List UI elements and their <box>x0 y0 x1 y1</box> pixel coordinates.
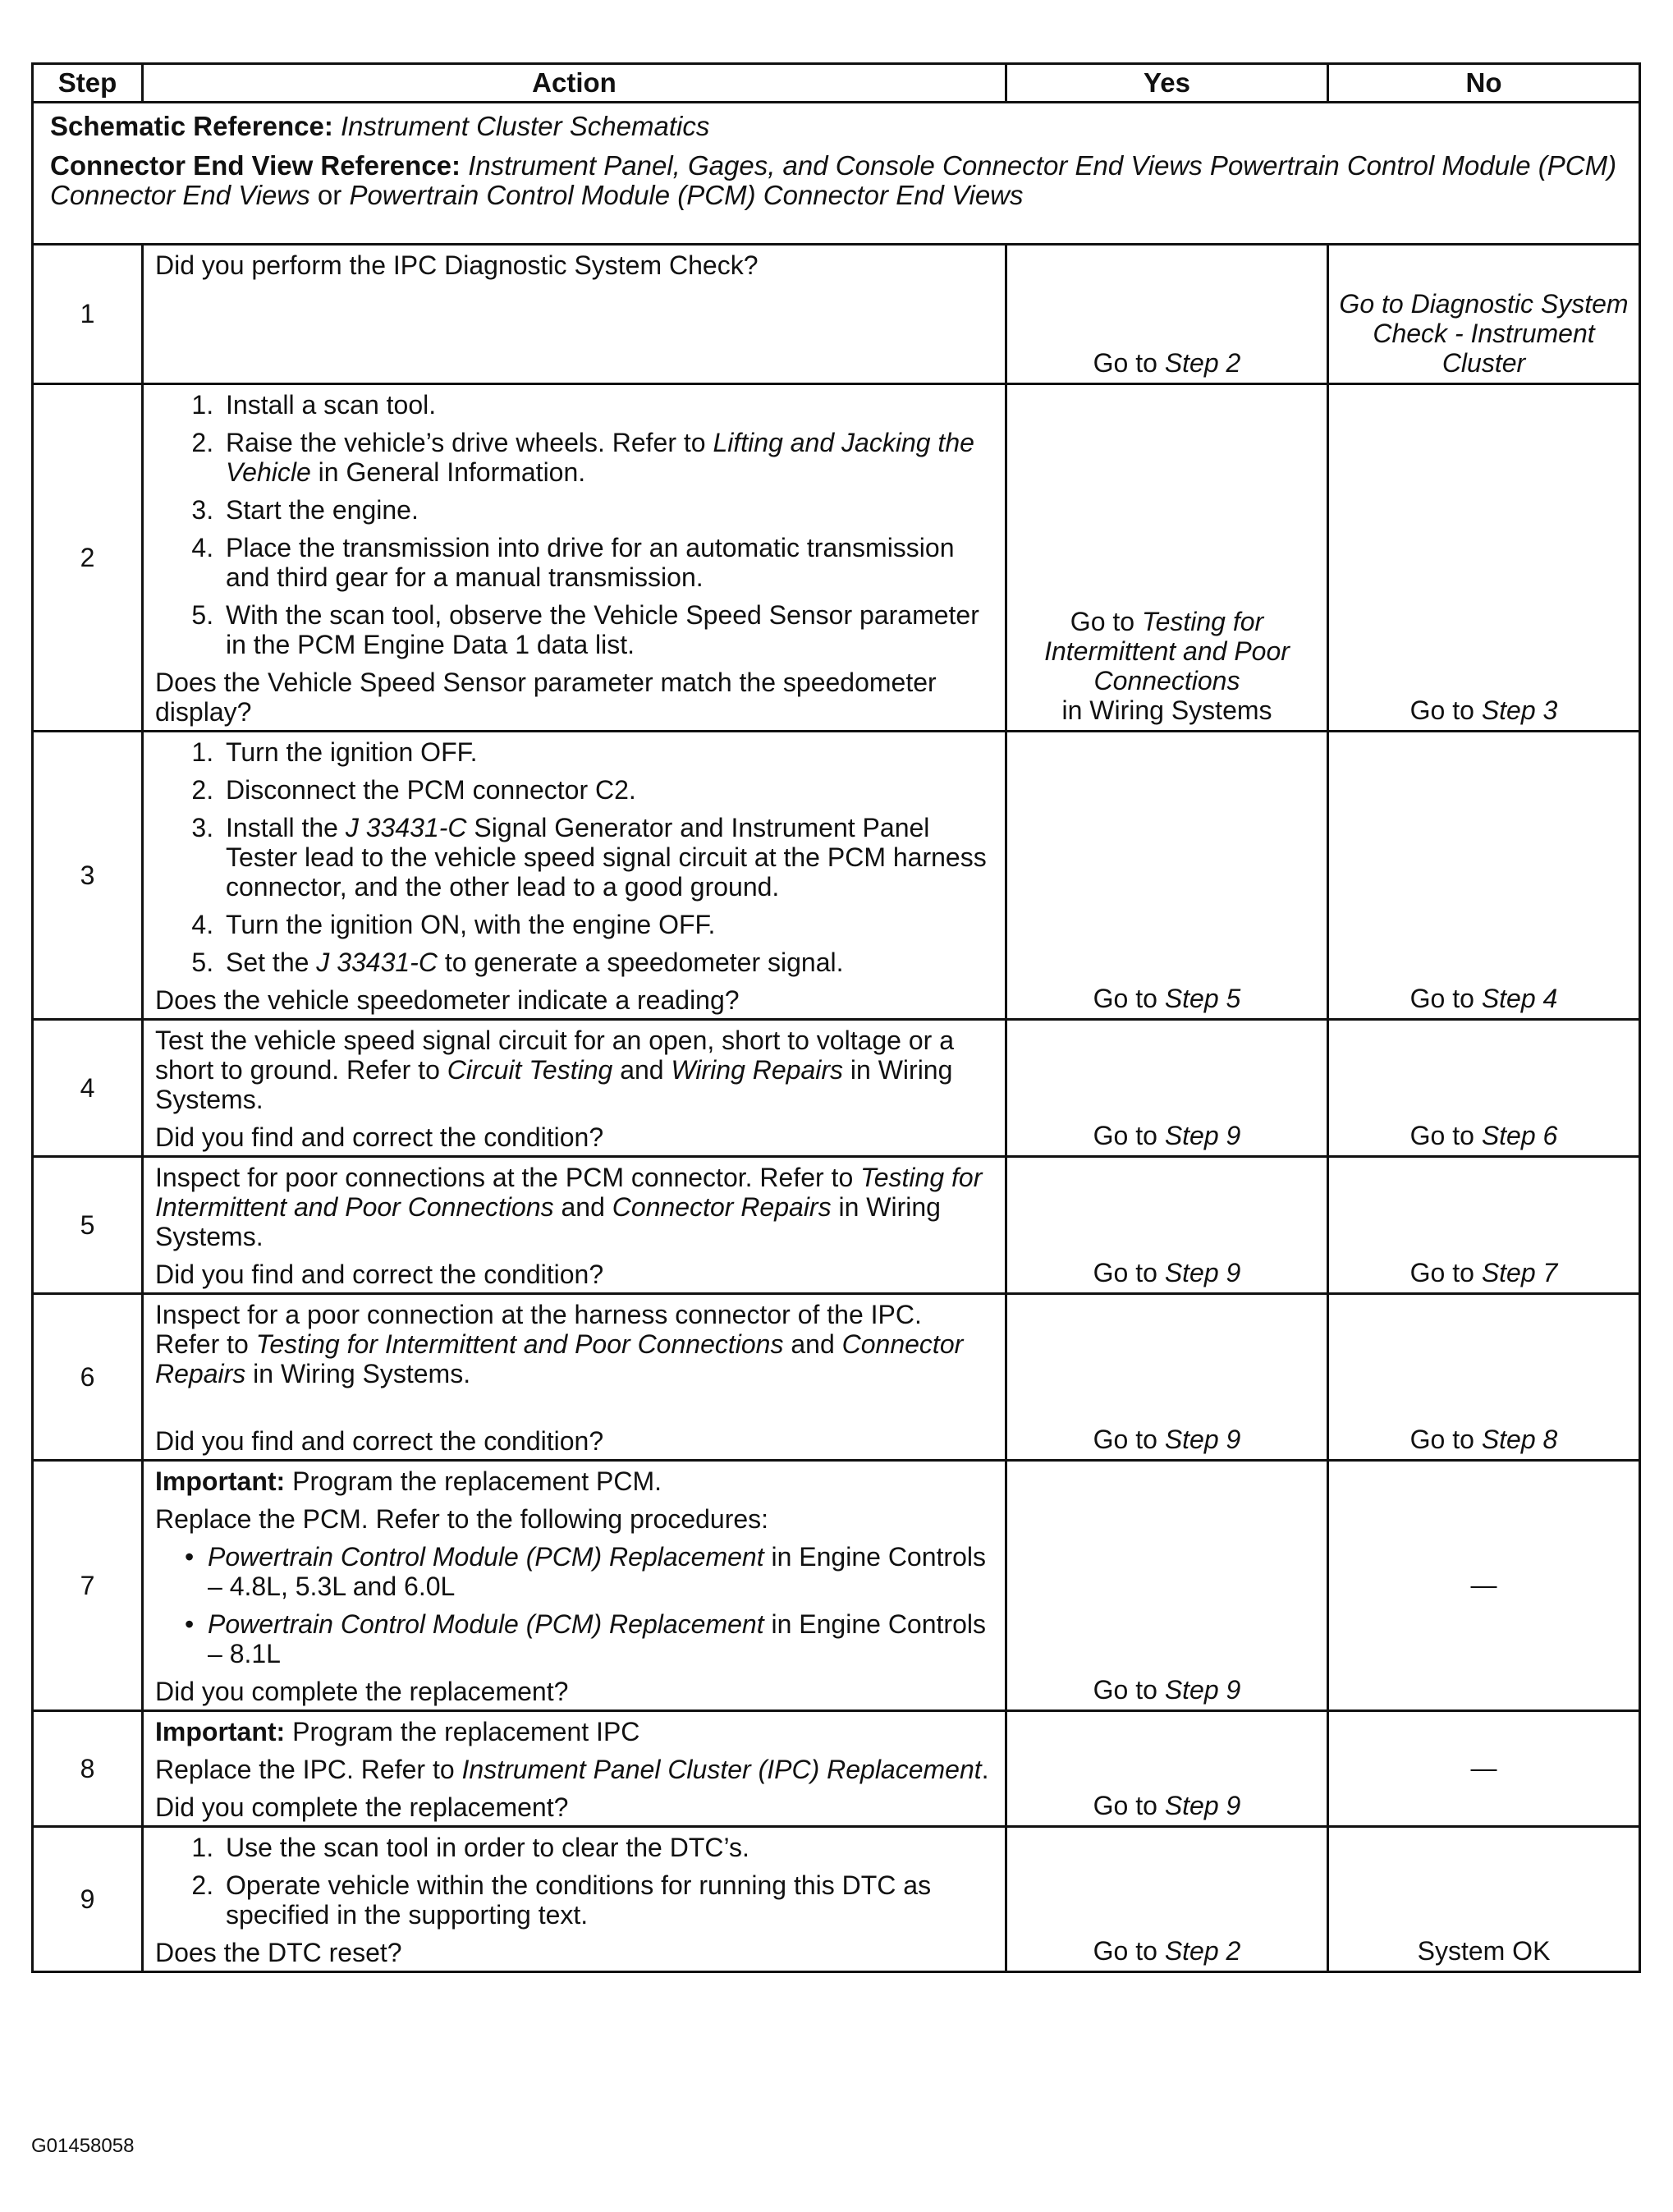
list-item: 1. Use the scan tool in order to clear the DTC’s. <box>221 1833 993 1862</box>
connector-reference-label: Connector End View Reference: <box>50 150 461 181</box>
step-instruction <box>155 1026 993 1114</box>
connector-reference-or: or <box>317 180 342 210</box>
step-number: 9 <box>33 1827 143 1972</box>
yes-link[interactable]: Step 5 <box>1164 984 1241 1013</box>
reference-link[interactable]: Wiring Repairs <box>671 1055 844 1085</box>
list-item <box>221 948 993 977</box>
header-action: Action <box>143 64 1006 103</box>
no-prefix: Go to <box>1409 1258 1482 1287</box>
action-cell <box>143 1711 1006 1827</box>
step-number: 4 <box>33 1020 143 1157</box>
yes-cell <box>1006 1827 1328 1972</box>
list-item: 2. Operate vehicle within the conditions for running this DTC as specified in the supporting text. <box>221 1870 993 1930</box>
no-cell <box>1328 1157 1640 1294</box>
list-item: 1. Turn the ignition OFF. <box>221 737 993 767</box>
yes-link[interactable]: Step 9 <box>1164 1791 1241 1820</box>
yes-prefix: Go to <box>1093 1791 1165 1820</box>
reference-link[interactable]: Instrument Panel Cluster (IPC) Replacement <box>461 1755 982 1784</box>
schematic-reference <box>50 112 1629 141</box>
yes-prefix: Go to <box>1093 1258 1165 1287</box>
yes-cell <box>1006 732 1328 1020</box>
step-question: Did you complete the replacement? <box>155 1677 569 1706</box>
no-link[interactable]: Step 6 <box>1481 1121 1558 1150</box>
list-text: in General Information. <box>318 457 586 487</box>
instruction-text: . <box>981 1755 989 1784</box>
reference-link[interactable]: Testing for Intermittent and Poor Connections <box>155 1163 983 1222</box>
step-question: Does the Vehicle Speed Sensor parameter match the speedometer display? <box>155 668 937 727</box>
step-instruction <box>155 1300 993 1388</box>
instruction-text: Inspect for poor connections at the PCM connector. Refer to <box>155 1163 854 1192</box>
step-list <box>155 737 993 977</box>
yes-link[interactable]: Step 9 <box>1164 1258 1241 1287</box>
step-list <box>155 1833 993 1930</box>
step-instruction <box>155 1755 993 1784</box>
instruction-text: in Wiring Systems. <box>155 1055 953 1114</box>
list-text: Signal Generator and Instrument Panel Tester lead to the vehicle speed signal circuit at the PCM harness connector, and the other lead to a good ground. <box>226 813 987 902</box>
instruction-text: Test the vehicle speed signal circuit for an open, short to voltage or a short to ground. Refer to <box>155 1026 954 1085</box>
header-no: No <box>1328 64 1640 103</box>
important-label: Important: <box>155 1466 286 1496</box>
reference-link[interactable]: Connector Repairs <box>612 1192 832 1222</box>
list-item: 2. Disconnect the PCM connector C2. <box>221 775 993 805</box>
instruction-text: Inspect for a poor connection at the harness connector of the IPC. Refer to <box>155 1300 922 1359</box>
no-prefix: Go to <box>1409 984 1482 1013</box>
step-row-7 <box>33 1461 1640 1711</box>
yes-link[interactable]: Step 9 <box>1164 1425 1241 1454</box>
list-item <box>208 1609 993 1668</box>
instruction-text: Replace the IPC. Refer to <box>155 1755 455 1784</box>
step-row-8 <box>33 1711 1640 1827</box>
step-row-3 <box>33 732 1640 1020</box>
step-number: 7 <box>33 1461 143 1711</box>
step-instruction: Replace the PCM. Refer to the following procedures: <box>155 1504 769 1534</box>
step-instruction <box>155 1163 993 1251</box>
figure-id: G01458058 <box>31 2135 135 2157</box>
reference-link[interactable]: Testing for Intermittent and Poor Connections <box>255 1329 784 1359</box>
yes-cell <box>1006 245 1328 384</box>
list-item <box>221 813 993 902</box>
step-row-1 <box>33 245 1640 384</box>
no-prefix: Go to <box>1409 1121 1482 1150</box>
no-link[interactable]: Step 7 <box>1481 1258 1558 1287</box>
yes-prefix: Go to <box>1093 1675 1165 1705</box>
action-cell <box>143 732 1006 1020</box>
important-note <box>155 1717 993 1746</box>
no-link[interactable]: Go to Diagnostic System Check - Instrument Cluster <box>1339 289 1629 378</box>
step-number: 8 <box>33 1711 143 1827</box>
connector-reference-value-1: Instrument Panel, Gages, and Console Connector End Views Powertrain Control Module (PCM) Connector End Views <box>50 150 1617 210</box>
step-number: 2 <box>33 384 143 732</box>
schematic-reference-value: Instrument Cluster Schematics <box>341 111 710 141</box>
list-item: 1. Install a scan tool. <box>221 390 993 420</box>
reference-link[interactable]: Connector Repairs <box>155 1329 964 1388</box>
no-cell <box>1328 384 1640 732</box>
step-number: 1 <box>33 245 143 384</box>
step-number: 3 <box>33 732 143 1020</box>
important-note <box>155 1466 993 1496</box>
yes-link[interactable]: Step 9 <box>1164 1675 1241 1705</box>
tool-reference[interactable]: J 33431-C <box>316 948 438 977</box>
instruction-text: in Wiring Systems. <box>253 1359 471 1388</box>
list-item <box>221 428 993 487</box>
action-cell <box>143 1827 1006 1972</box>
yes-prefix: Go to <box>1093 1425 1165 1454</box>
yes-cell <box>1006 1157 1328 1294</box>
yes-suffix: in Wiring Systems <box>1061 695 1272 725</box>
list-text: in Engine Controls – 4.8L, 5.3L and 6.0L <box>208 1542 986 1601</box>
step-row-5 <box>33 1157 1640 1294</box>
list-item: 5. With the scan tool, observe the Vehicle Speed Sensor parameter in the PCM Engine Data 1 data list. <box>221 600 993 659</box>
yes-cell <box>1006 1461 1328 1711</box>
no-link[interactable]: Step 3 <box>1481 695 1558 725</box>
important-text: Program the replacement IPC <box>292 1717 640 1746</box>
action-cell <box>143 384 1006 732</box>
no-cell <box>1328 732 1640 1020</box>
list-text: to generate a speedometer signal. <box>444 948 844 977</box>
step-row-6 <box>33 1294 1640 1461</box>
step-question: Did you complete the replacement? <box>155 1792 569 1822</box>
yes-cell <box>1006 1294 1328 1461</box>
instruction-text: in Wiring Systems. <box>155 1192 941 1251</box>
reference-row <box>33 103 1640 245</box>
instruction-text: and <box>561 1192 605 1222</box>
instruction-text: and <box>620 1055 664 1085</box>
yes-link[interactable]: Step 2 <box>1164 348 1241 378</box>
list-text: Set the <box>226 948 309 977</box>
no-cell <box>1328 1294 1640 1461</box>
no-cell: System OK <box>1328 1827 1640 1972</box>
step-question: Did you find and correct the condition? <box>155 1260 604 1289</box>
yes-cell <box>1006 1711 1328 1827</box>
step-list <box>155 390 993 659</box>
list-item: 4. Place the transmission into drive for an automatic transmission and third gear for a manual transmission. <box>221 533 993 592</box>
important-text: Program the replacement PCM. <box>292 1466 662 1496</box>
header-row <box>33 64 1640 103</box>
important-label: Important: <box>155 1717 286 1746</box>
yes-prefix: Go to <box>1093 1936 1165 1966</box>
list-text: in Engine Controls – 8.1L <box>208 1609 986 1668</box>
reference-link[interactable]: Lifting and Jacking the Vehicle <box>226 428 974 487</box>
yes-cell <box>1006 384 1328 732</box>
list-item: 4. Turn the ignition ON, with the engine OFF. <box>221 910 993 939</box>
list-text: Raise the vehicle’s drive wheels. Refer to <box>226 428 706 457</box>
step-number: 6 <box>33 1294 143 1461</box>
no-prefix: Go to <box>1409 1425 1482 1454</box>
no-link[interactable]: Step 8 <box>1481 1425 1558 1454</box>
no-cell <box>1328 1020 1640 1157</box>
yes-cell <box>1006 1020 1328 1157</box>
diagnostic-table <box>31 62 1641 1973</box>
action-cell <box>143 1157 1006 1294</box>
step-question: Did you find and correct the condition? <box>155 1122 604 1152</box>
step-question: Did you find and correct the condition? <box>155 1426 604 1456</box>
no-cell <box>1328 245 1640 384</box>
action-cell <box>143 245 1006 384</box>
tool-reference[interactable]: J 33431-C <box>345 813 467 842</box>
reference-link[interactable]: Powertrain Control Module (PCM) Replacement <box>208 1609 764 1639</box>
no-link[interactable]: Step 4 <box>1481 984 1558 1013</box>
reference-link[interactable]: Circuit Testing <box>447 1055 613 1085</box>
reference-cell <box>33 103 1640 245</box>
yes-prefix: Go to <box>1093 348 1165 378</box>
schematic-reference-label: Schematic Reference: <box>50 111 333 141</box>
yes-prefix: Go to <box>1093 984 1165 1013</box>
no-cell: — <box>1328 1461 1640 1711</box>
header-yes: Yes <box>1006 64 1328 103</box>
yes-link[interactable]: Step 9 <box>1164 1121 1241 1150</box>
list-item <box>208 1542 993 1601</box>
step-question: Does the DTC reset? <box>155 1938 402 1967</box>
step-question: Does the vehicle speedometer indicate a reading? <box>155 985 740 1015</box>
no-cell: — <box>1328 1711 1640 1827</box>
action-cell <box>143 1294 1006 1461</box>
instruction-text: and <box>791 1329 835 1359</box>
connector-reference-value-2: Powertrain Control Module (PCM) Connector End Views <box>349 180 1024 210</box>
list-item: 3. Start the engine. <box>221 495 993 525</box>
action-cell <box>143 1461 1006 1711</box>
reference-link[interactable]: Powertrain Control Module (PCM) Replacement <box>208 1542 764 1572</box>
step-row-4 <box>33 1020 1640 1157</box>
header-step: Step <box>33 64 143 103</box>
yes-link[interactable]: Step 2 <box>1164 1936 1241 1966</box>
yes-prefix: Go to <box>1070 607 1142 636</box>
no-prefix: Go to <box>1409 695 1482 725</box>
step-question: Did you perform the IPC Diagnostic System Check? <box>155 250 759 280</box>
diagnostic-table-container <box>31 62 1639 1973</box>
step-number: 5 <box>33 1157 143 1294</box>
yes-link[interactable]: Testing for Intermittent and Poor Connections <box>1044 607 1290 695</box>
yes-prefix: Go to <box>1093 1121 1165 1150</box>
connector-reference <box>50 151 1629 210</box>
action-cell <box>143 1020 1006 1157</box>
procedure-list <box>155 1542 993 1668</box>
step-row-9 <box>33 1827 1640 1972</box>
list-text: Install the <box>226 813 338 842</box>
step-row-2 <box>33 384 1640 732</box>
